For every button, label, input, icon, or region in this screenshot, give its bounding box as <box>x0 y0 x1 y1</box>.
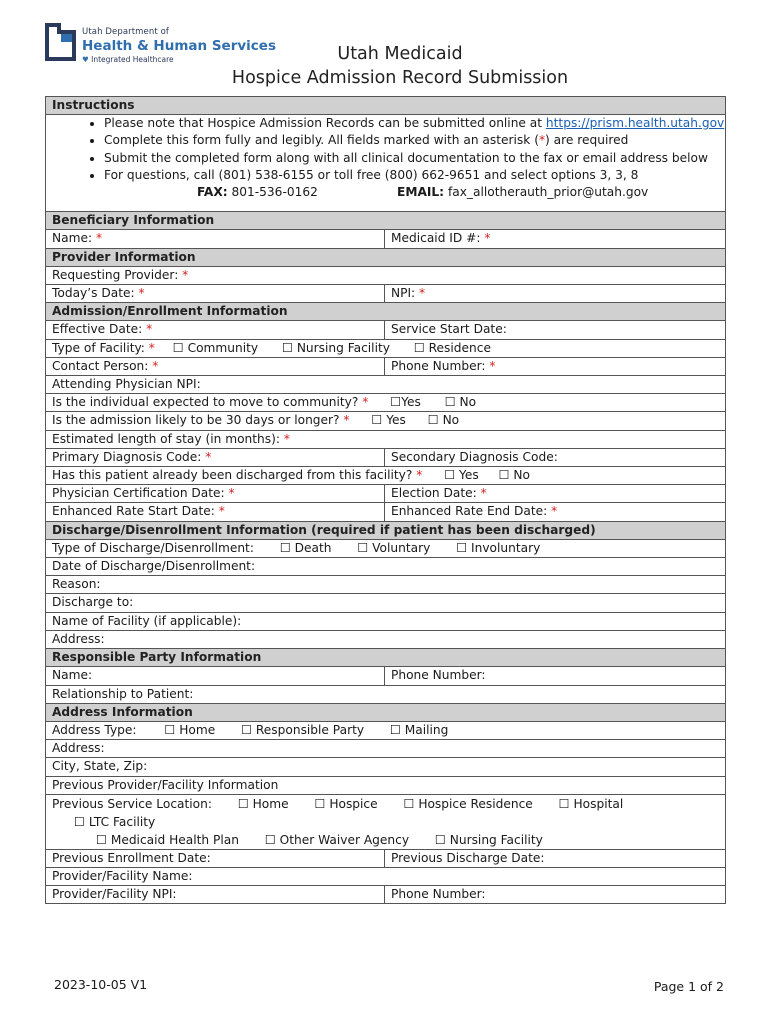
community-checkbox[interactable]: ☐ Community <box>172 340 259 355</box>
prev-hospice-checkbox[interactable]: ☐ Hospice <box>314 796 378 811</box>
provider-heading: Provider Information <box>46 248 726 266</box>
logo-line-2: Health & Human Services <box>82 38 276 54</box>
move-no-checkbox[interactable]: ☐ No <box>444 395 477 410</box>
prev-other-waiver-checkbox[interactable]: ☐ Other Waiver Agency <box>264 832 410 847</box>
heart-icon: ♥ <box>82 55 89 64</box>
secondary-dx-field[interactable]: Secondary Diagnosis Code: <box>385 448 726 466</box>
instruction-3: • Submit the completed form along with all clinical documentation to the fax or email address below <box>104 150 725 167</box>
move-community-row: Is the individual expected to move to community? * ☐Yes ☐ No <box>46 394 726 412</box>
thirty-days-row: Is the admission likely to be 30 days or longer? * ☐ Yes ☐ No <box>46 412 726 430</box>
discharge-type-row: Type of Discharge/Disenrollment: ☐ Death ☐ Voluntary ☐ Involuntary <box>46 539 726 557</box>
instructions-heading: Instructions <box>46 97 726 115</box>
page-title: Utah Medicaid <box>337 44 463 64</box>
service-start-date-field[interactable]: Service Start Date: <box>385 321 726 339</box>
responsible-party-checkbox[interactable]: ☐ Responsible Party <box>241 722 365 737</box>
address-field[interactable]: Address: <box>46 740 726 758</box>
contact-info <box>52 184 725 201</box>
reason-field[interactable]: Reason: <box>46 576 726 594</box>
election-date-field[interactable]: Election Date: * <box>385 485 726 503</box>
length-of-stay-field[interactable]: Estimated length of stay (in months): * <box>46 430 726 448</box>
provider-facility-npi-field[interactable]: Provider/Facility NPI: <box>46 886 385 904</box>
address-type-row: Address Type: ☐ Home ☐ Responsible Party ☐ Mailing <box>46 721 726 739</box>
prism-link[interactable]: https://prism.health.utah.gov <box>545 116 725 131</box>
previous-location-row: Previous Service Location: ☐ Home ☐ Hospice ☐ Hospice Residence ☐ Hospital ☐ LTC Facility ☐ Medicaid Health Plan ☐ Other Waiver Agency ☐ Nursing Facility <box>46 794 726 849</box>
thirty-no-checkbox[interactable]: ☐ No <box>427 413 460 428</box>
discharge-date-field[interactable]: Date of Discharge/Disenrollment: <box>46 558 726 576</box>
discharged-row: Has this patient already been discharged from this facility? * ☐ Yes ☐ No <box>46 467 726 485</box>
medicaid-id-field[interactable]: Medicaid ID #: * <box>385 230 726 248</box>
prev-nursing-facility-checkbox[interactable]: ☐ Nursing Facility <box>434 832 543 847</box>
utah-state-logo-icon <box>44 22 78 62</box>
admission-heading: Admission/Enrollment Information <box>46 303 726 321</box>
requesting-provider-field[interactable]: Requesting Provider: * <box>46 266 726 284</box>
prev-medicaid-plan-checkbox[interactable]: ☐ Medicaid Health Plan <box>96 832 239 847</box>
address-heading: Address Information <box>46 703 726 721</box>
logo-line-3: ♥ Integrated Healthcare <box>82 55 174 64</box>
discharge-to-field[interactable]: Discharge to: <box>46 594 726 612</box>
death-checkbox[interactable]: ☐ Death <box>279 540 332 555</box>
facility-name-field[interactable]: Name of Facility (if applicable): <box>46 612 726 630</box>
move-yes-checkbox[interactable]: ☐Yes <box>390 395 421 410</box>
prev-home-checkbox[interactable]: ☐ Home <box>237 796 289 811</box>
email-info: EMAIL: fax_allotherauth_prior@utah.gov <box>397 185 649 200</box>
prev-ltc-checkbox[interactable]: ☐ LTC Facility <box>74 814 156 829</box>
instruction-4: • For questions, call (801) 538-6155 or toll free (800) 662-9651 and select options 3, 3, 8 <box>104 167 725 184</box>
provider-phone-field[interactable]: Phone Number: <box>385 886 726 904</box>
enhanced-end-field[interactable]: Enhanced Rate End Date: * <box>385 503 726 521</box>
discharged-yes-checkbox[interactable]: ☐ Yes <box>444 468 479 483</box>
page-subtitle: Hospice Admission Record Submission <box>231 68 569 88</box>
responsible-heading: Responsible Party Information <box>46 649 726 667</box>
instructions-block <box>46 115 726 212</box>
provider-facility-name-field[interactable]: Provider/Facility Name: <box>46 867 726 885</box>
beneficiary-heading: Beneficiary Information <box>46 212 726 230</box>
city-state-zip-field[interactable]: City, State, Zip: <box>46 758 726 776</box>
relationship-field[interactable]: Relationship to Patient: <box>46 685 726 703</box>
home-address-checkbox[interactable]: ☐ Home <box>164 722 216 737</box>
contact-person-field[interactable]: Contact Person: * <box>46 357 385 375</box>
thirty-yes-checkbox[interactable]: ☐ Yes <box>371 413 406 428</box>
effective-date-field[interactable]: Effective Date: * <box>46 321 385 339</box>
responsible-phone-field[interactable]: Phone Number: <box>385 667 726 685</box>
mailing-checkbox[interactable]: ☐ Mailing <box>389 722 449 737</box>
prev-hospital-checkbox[interactable]: ☐ Hospital <box>558 796 624 811</box>
voluntary-checkbox[interactable]: ☐ Voluntary <box>357 540 431 555</box>
discharged-no-checkbox[interactable]: ☐ No <box>498 468 530 483</box>
primary-dx-field[interactable]: Primary Diagnosis Code: * <box>46 448 385 466</box>
npi-field[interactable]: NPI: * <box>385 285 726 303</box>
responsible-name-field[interactable]: Name: <box>46 667 385 685</box>
previous-provider-label: Previous Provider/Facility Information <box>46 776 726 794</box>
attending-npi-field[interactable]: Attending Physician NPI: <box>46 376 726 394</box>
enhanced-start-field[interactable]: Enhanced Rate Start Date: * <box>46 503 385 521</box>
discharge-heading: Discharge/Disenrollment Information (required if patient has been discharged) <box>46 521 726 539</box>
involuntary-checkbox[interactable]: ☐ Involuntary <box>456 540 541 555</box>
fax-info: FAX: 801-536-0162 <box>197 185 318 200</box>
physician-cert-date-field[interactable]: Physician Certification Date: * <box>46 485 385 503</box>
prev-enrollment-date-field[interactable]: Previous Enrollment Date: <box>46 849 385 867</box>
logo-line-1: Utah Department of <box>82 27 169 37</box>
phone-number-field[interactable]: Phone Number: * <box>385 357 726 375</box>
beneficiary-name-field[interactable]: Name: * <box>46 230 385 248</box>
facility-type-row: Type of Facility: * ☐ Community ☐ Nursing Facility ☐ Residence <box>46 339 726 357</box>
instruction-1: • Please note that Hospice Admission Records can be submitted online at https://prism.health.utah.gov <box>104 115 725 132</box>
nursing-facility-checkbox[interactable]: ☐ Nursing Facility <box>282 340 390 355</box>
prev-discharge-date-field[interactable]: Previous Discharge Date: <box>385 849 726 867</box>
version-label: 2023-10-05 V1 <box>54 977 148 992</box>
page-number: Page 1 of 2 <box>653 979 724 994</box>
discharge-address-field[interactable]: Address: <box>46 630 726 648</box>
hospice-form-table <box>45 96 726 904</box>
instruction-2: • Complete this form fully and legibly. All fields marked with an asterisk (*) are required <box>104 132 725 149</box>
todays-date-field[interactable]: Today’s Date: * <box>46 285 385 303</box>
prev-hospice-residence-checkbox[interactable]: ☐ Hospice Residence <box>403 796 533 811</box>
residence-checkbox[interactable]: ☐ Residence <box>413 340 491 355</box>
